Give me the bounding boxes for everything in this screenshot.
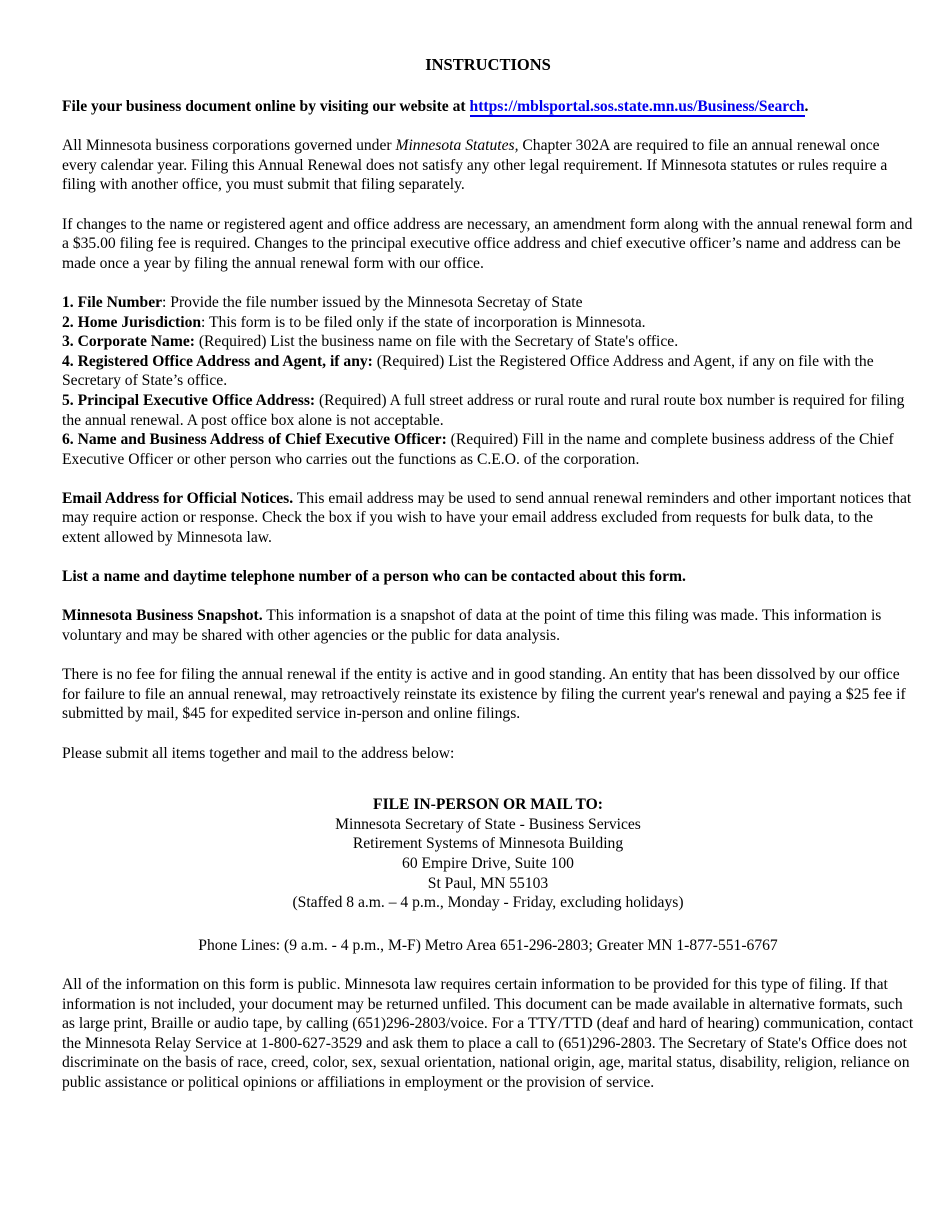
online-filing-notice <box>62 97 914 117</box>
field-instructions-list <box>62 293 914 469</box>
field-item-file-number <box>62 293 914 313</box>
office-hours: (Staffed 8 a.m. – 4 p.m., Monday - Friday, excluding holidays) <box>292 894 684 912</box>
contact-paragraph <box>62 567 914 587</box>
field-item-home-jurisdiction <box>62 313 914 333</box>
mailing-line-4: St Paul, MN 55103 <box>427 874 549 892</box>
field-item-ceo <box>62 430 914 469</box>
mailing-line-3: 60 Empire Drive, Suite 100 <box>402 854 574 872</box>
field-item-text: (Required) List the business name on file with the Secretary of State's office. <box>194 333 679 351</box>
page-title: INSTRUCTIONS <box>425 55 551 74</box>
instructions-page <box>62 55 914 1093</box>
email-label: Email Address for Official Notices. <box>62 489 294 507</box>
business-search-link[interactable]: https://mblsportal.sos.state.mn.us/Business/Search <box>469 97 805 115</box>
intro-pre: All Minnesota business corporations governed under <box>62 137 396 155</box>
online-tail: . <box>804 97 809 115</box>
mailing-line-2: Retirement Systems of Minnesota Building <box>352 835 624 853</box>
field-item-text: : Provide the file number issued by the Minnesota Secretay of State <box>162 293 583 311</box>
field-item-text: (Required) A full street address or rural route and rural route box number is required for filing the annual renewal. A post office box alone is not acceptable. <box>62 391 905 429</box>
field-item-principal-office <box>62 391 914 430</box>
field-item-corporate-name <box>62 332 914 352</box>
intro-post: Chapter 302A are required to file an annual renewal once every calendar year. Filing this Annual Renewal does not satisfy any other legal requirement. If Minnesota statutes or rules require a filing with another office, you must submit that filing separately. <box>62 137 888 194</box>
snapshot-text: This information is a snapshot of data at the point of time this filing was made. This information is voluntary and may be shared with other agencies or the public for data analysis. <box>62 607 882 645</box>
public-notice-paragraph: All of the information on this form is public. Minnesota law requires certain information to be provided for this type of filing. If that information is not included, your document may be returned unfiled. This document can be made available in alternative formats, such as large print, Braille or audio tape, by calling (651)296-2803/voice. For a TTY/TTD (deaf and hard of hearing) communication, contact the Minnesota Relay Service at 1-800-627-3529 and ask them to place a call to (651)296-2803. The Secretary of State's Office does not discriminate on the basis of race, creed, color, sex, sexual orientation, national origin, age, marital status, disability, religion, reliance on public assistance or political opinions or affiliations in employment or the provision of service. <box>62 975 914 1091</box>
online-lead: File your business document online by visiting our website at <box>62 97 470 115</box>
intro-statute: Minnesota Statutes, <box>395 137 519 155</box>
mailing-heading: FILE IN-PERSON OR MAIL TO: <box>373 796 603 814</box>
snapshot-label: Minnesota Business Snapshot. <box>62 607 263 625</box>
mailing-address-block <box>62 795 914 913</box>
phone-lines: Phone Lines: (9 a.m. - 4 p.m., M-F) Metro Area 651-296-2803; Greater MN 1-877-551-6767 <box>198 936 778 954</box>
field-item-text: : This form is to be filed only if the state of incorporation is Minnesota. <box>201 313 646 331</box>
field-item-label: 1. File Number <box>62 293 163 311</box>
contact-text: List a name and daytime telephone number of a person who can be contacted about this form. <box>62 568 686 586</box>
email-text: This email address may be used to send annual renewal reminders and other important notices that may require action or response. Check the box if you wish to have your email address excluded from requests for bulk data, to the extent allowed by Minnesota law. <box>62 489 912 547</box>
field-item-text: (Required) Fill in the name and complete business address of the Chief Executive Officer or other person who carries out the functions as C.E.O. of the corporation. <box>62 431 894 468</box>
email-paragraph <box>62 489 914 548</box>
field-item-text: (Required) List the Registered Office Address and Agent, if any on file with the Secretary of State’s office. <box>62 352 874 390</box>
field-item-label: 5. Principal Executive Office Address: <box>62 391 316 409</box>
field-item-label: 2. Home Jurisdiction <box>62 313 202 331</box>
field-item-label: 4. Registered Office Address and Agent, if any: <box>62 352 373 370</box>
field-item-label: 6. Name and Business Address of Chief Executive Officer: <box>62 431 447 449</box>
mailing-line-1: Minnesota Secretary of State - Business Services <box>335 815 641 833</box>
fee-paragraph: There is no fee for filing the annual renewal if the entity is active and in good standing. An entity that has been dissolved by our office for failure to file an annual renewal, may retroactively reinstate its existence by filing the current year's renewal and paying a $25 fee if submitted by mail, $45 for expedited service in-person and online filings. <box>62 666 906 723</box>
field-item-registered-office <box>62 352 914 391</box>
field-item-label: 3. Corporate Name: <box>62 333 195 351</box>
submit-paragraph: Please submit all items together and mail to the address below: <box>62 744 455 762</box>
changes-paragraph: If changes to the name or registered agent and office address are necessary, an amendment form along with the annual renewal form and a $35.00 filing fee is required. Changes to the principal executive office address and chief executive officer’s name and address can be made once a year by filing the annual renewal form with our office. <box>62 215 913 272</box>
snapshot-paragraph <box>62 606 914 645</box>
intro-paragraph <box>62 136 914 195</box>
